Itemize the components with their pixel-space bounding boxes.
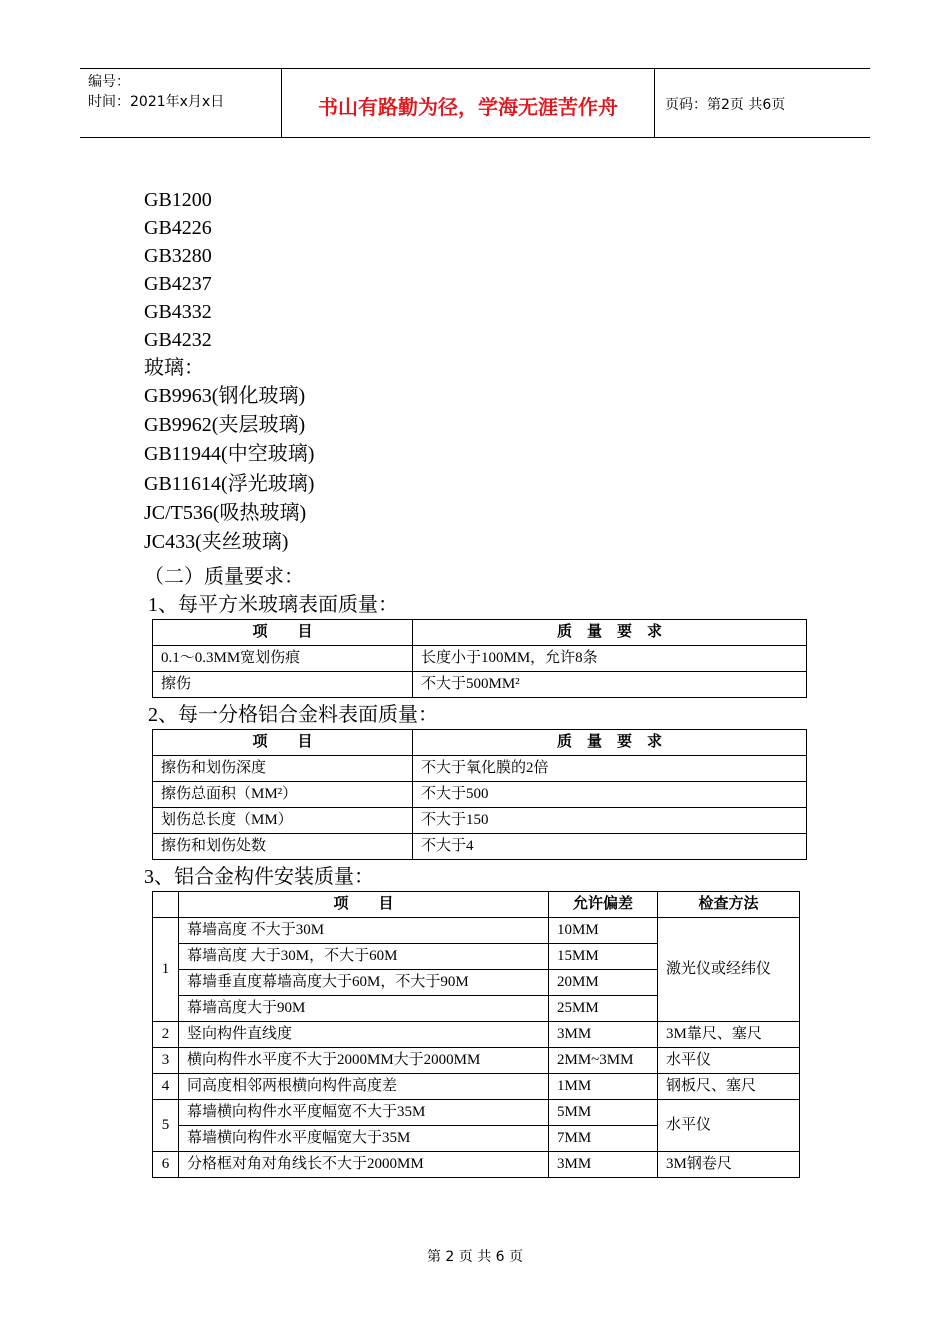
table-cell: 1MM [549,1074,658,1100]
table-cell: 10MM [549,918,658,944]
number-label: 编号： [88,74,130,90]
table-row [153,1022,800,1048]
row-number: 5 [153,1100,179,1152]
installation-quality-table [152,891,800,1178]
column-header: 质 量 要 求 [413,730,807,756]
standard-item: GB3280 [144,245,212,267]
standard-item: GB4232 [144,329,212,351]
quality-heading: （二）质量要求： [144,566,304,588]
table-row [153,1074,800,1100]
aluminum-quality-table [152,729,807,860]
row-number: 1 [153,918,179,1022]
table-cell: 2MM~3MM [549,1048,658,1074]
row-number: 3 [153,1048,179,1074]
table-cell: 同高度相邻两根横向构件高度差 [179,1074,549,1100]
table-cell: 25MM [549,996,658,1022]
table-cell: 激光仪或经纬仪 [658,918,800,1022]
table-cell: 擦伤 [153,672,413,698]
table-row [153,1100,800,1126]
column-header-empty [153,892,179,918]
standards-list [144,186,314,557]
table1-title: 1、每平方米玻璃表面质量： [148,594,398,616]
table-row [153,1152,800,1178]
table-cell: 分格框对角对角线长不大于2000MM [179,1152,549,1178]
table-row [153,672,807,698]
table-cell: 7MM [549,1126,658,1152]
row-number: 4 [153,1074,179,1100]
table-cell: 水平仪 [658,1100,800,1152]
column-header: 质 量 要 求 [413,620,807,646]
table-cell: 不大于氧化膜的2倍 [413,756,807,782]
table-row [153,646,807,672]
table-cell: 3MM [549,1152,658,1178]
table-cell: 横向构件水平度不大于2000MM大于2000MM [179,1048,549,1074]
table-header-row [153,892,800,918]
header-page-info: 页码：第2页 共6页 [665,97,786,113]
table-cell: 钢板尺、塞尺 [658,1074,800,1100]
glass-standard-item: GB11614(浮光玻璃) [144,472,315,495]
glass-quality-table [152,619,807,698]
table3-title: 3、铝合金构件安装质量： [144,866,374,888]
table-cell: 0.1～0.3MM宽划伤痕 [153,646,413,672]
table-cell: 竖向构件直线度 [179,1022,549,1048]
header-motto: 书山有路勤为径，学海无涯苦作舟 [282,69,655,137]
page-footer: 第 2 页 共 6 页 [426,1249,524,1265]
standard-item: GB4332 [144,301,212,323]
standard-item: GB4226 [144,217,212,239]
table-cell: 幕墙高度 大于30M，不大于60M [179,944,549,970]
table-cell: 20MM [549,970,658,996]
table-cell: 5MM [549,1100,658,1126]
table-row [153,782,807,808]
table-cell: 幕墙垂直度幕墙高度大于60M，不大于90M [179,970,549,996]
table-cell: 划伤总长度（MM） [153,808,413,834]
standard-item: GB4237 [144,273,212,295]
row-number: 6 [153,1152,179,1178]
glass-standard-item: GB11944(中空玻璃) [144,443,315,466]
column-header: 检查方法 [658,892,800,918]
table-cell: 幕墙高度大于90M [179,996,549,1022]
page-header [80,68,870,138]
row-number: 2 [153,1022,179,1048]
glass-standard-item: JC433(夹丝玻璃) [144,530,289,553]
glass-label: 玻璃： [144,357,204,379]
table-cell: 不大于150 [413,808,807,834]
table-cell: 幕墙横向构件水平度幅宽大于35M [179,1126,549,1152]
header-meta [80,69,282,137]
column-header: 项 目 [153,620,413,646]
table-cell: 幕墙高度 不大于30M [179,918,549,944]
table-cell: 3M靠尺、塞尺 [658,1022,800,1048]
time-label: 时间：2021年x月x日 [88,94,225,110]
table-row [153,1048,800,1074]
table-header-row [153,620,807,646]
column-header: 允许偏差 [549,892,658,918]
table-row [153,808,807,834]
table-cell: 不大于4 [413,834,807,860]
table-row [153,834,807,860]
table-cell: 擦伤和划伤深度 [153,756,413,782]
table-cell: 不大于500MM² [413,672,807,698]
table2-title: 2、每一分格铝合金料表面质量： [148,704,438,726]
standard-item: GB1200 [144,189,212,211]
table-cell: 擦伤总面积（MM²） [153,782,413,808]
table-header-row [153,730,807,756]
table-cell: 幕墙横向构件水平度幅宽不大于35M [179,1100,549,1126]
table-row [153,756,807,782]
table-cell: 不大于500 [413,782,807,808]
column-header: 项 目 [179,892,549,918]
table-cell: 15MM [549,944,658,970]
table-row [153,918,800,944]
glass-standard-item: JC/T536(吸热玻璃) [144,501,307,524]
table-cell: 长度小于100MM，允许8条 [413,646,807,672]
column-header: 项 目 [153,730,413,756]
table-cell: 水平仪 [658,1048,800,1074]
glass-standard-item: GB9963(钢化玻璃) [144,385,306,407]
table-cell: 3MM [549,1022,658,1048]
table-cell: 3M钢卷尺 [658,1152,800,1178]
glass-standard-item: GB9962(夹层玻璃) [144,414,306,437]
table-cell: 擦伤和划伤处数 [153,834,413,860]
